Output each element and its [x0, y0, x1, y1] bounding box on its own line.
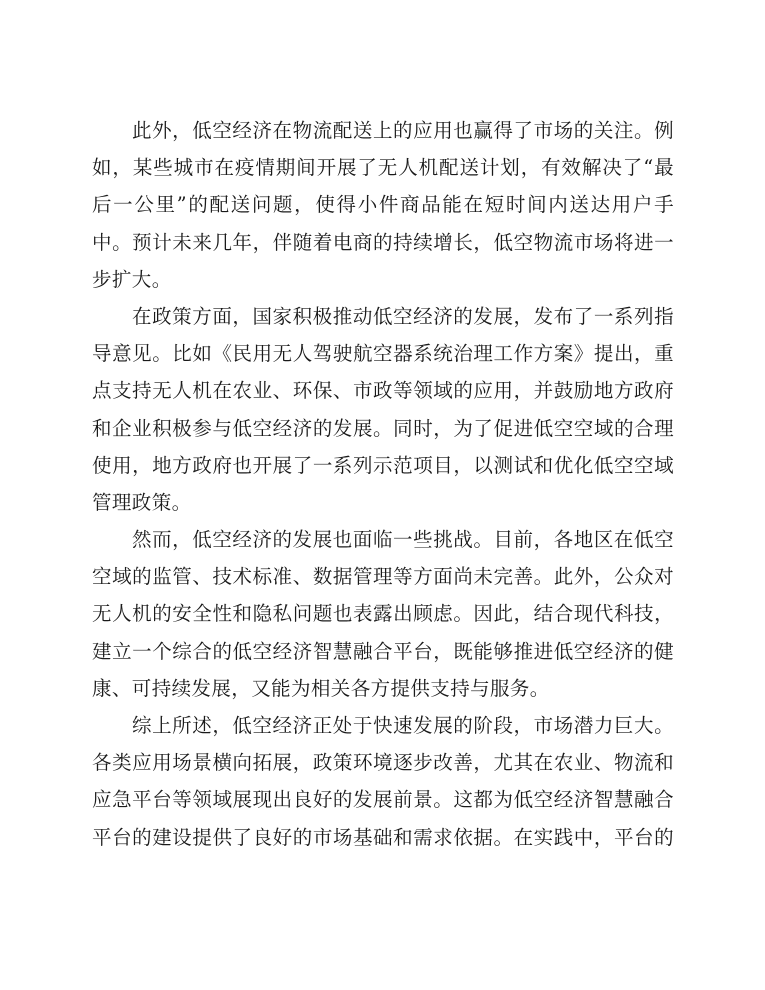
paragraph-line: 步扩大。 — [92, 267, 172, 291]
paragraph-line: 平台的建设提供了良好的市场基础和需求依据。在实践中，平台的 — [92, 825, 674, 849]
paragraph-line: 导意见。比如《民用无人驾驶航空器系统治理工作方案》提出，重 — [92, 342, 674, 366]
paragraph-line: 后一公里”的配送问题，使得小件商品能在短时间内送达用户手 — [92, 193, 674, 217]
paragraph-2 — [92, 298, 674, 521]
paragraph-line: 和企业积极参与低空经济的发展。同时，为了促进低空空域的合理 — [92, 416, 674, 440]
paragraph-line: 应急平台等领域展现出良好的发展前景。这都为低空经济智慧融合 — [92, 788, 674, 812]
paragraph-line: 中。预计未来几年，伴随着电商的持续增长，低空物流市场将进一 — [92, 230, 674, 254]
paragraph-line: 如，某些城市在疫情期间开展了无人机配送计划，有效解决了“最 — [92, 156, 674, 180]
paragraph-line: 使用，地方政府也开展了一系列示范项目，以测试和优化低空空域 — [92, 453, 674, 477]
paragraph-line: 然而，低空经济的发展也面临一些挑战。目前，各地区在低空 — [132, 528, 674, 552]
paragraph-line: 此外，低空经济在物流配送上的应用也赢得了市场的关注。例 — [132, 119, 674, 142]
paragraph-line: 点支持无人机在农业、环保、市政等领域的应用，并鼓励地方政府 — [92, 379, 674, 403]
paragraph-line: 各类应用场景横向拓展，政策环境逐步改善，尤其在农业、物流和 — [92, 751, 674, 775]
paragraph-line: 康、可持续发展，又能为相关各方提供支持与服务。 — [92, 676, 550, 700]
document-body — [92, 112, 674, 856]
paragraph-4 — [92, 707, 674, 856]
paragraph-3 — [92, 521, 674, 707]
paragraph-line: 综上所述，低空经济正处于快速发展的阶段，市场潜力巨大。 — [132, 714, 674, 737]
paragraph-1 — [92, 112, 674, 298]
paragraph-line: 空域的监管、技术标准、数据管理等方面尚未完善。此外，公众对 — [92, 565, 674, 589]
paragraph-line: 建立一个综合的低空经济智慧融合平台，既能够推进低空经济的健 — [92, 639, 674, 663]
paragraph-line: 无人机的安全性和隐私问题也表露出顾虑。因此，结合现代科技， — [92, 602, 674, 626]
paragraph-line: 在政策方面，国家积极推动低空经济的发展，发布了一系列指 — [132, 304, 674, 328]
paragraph-line: 管理政策。 — [92, 490, 192, 514]
